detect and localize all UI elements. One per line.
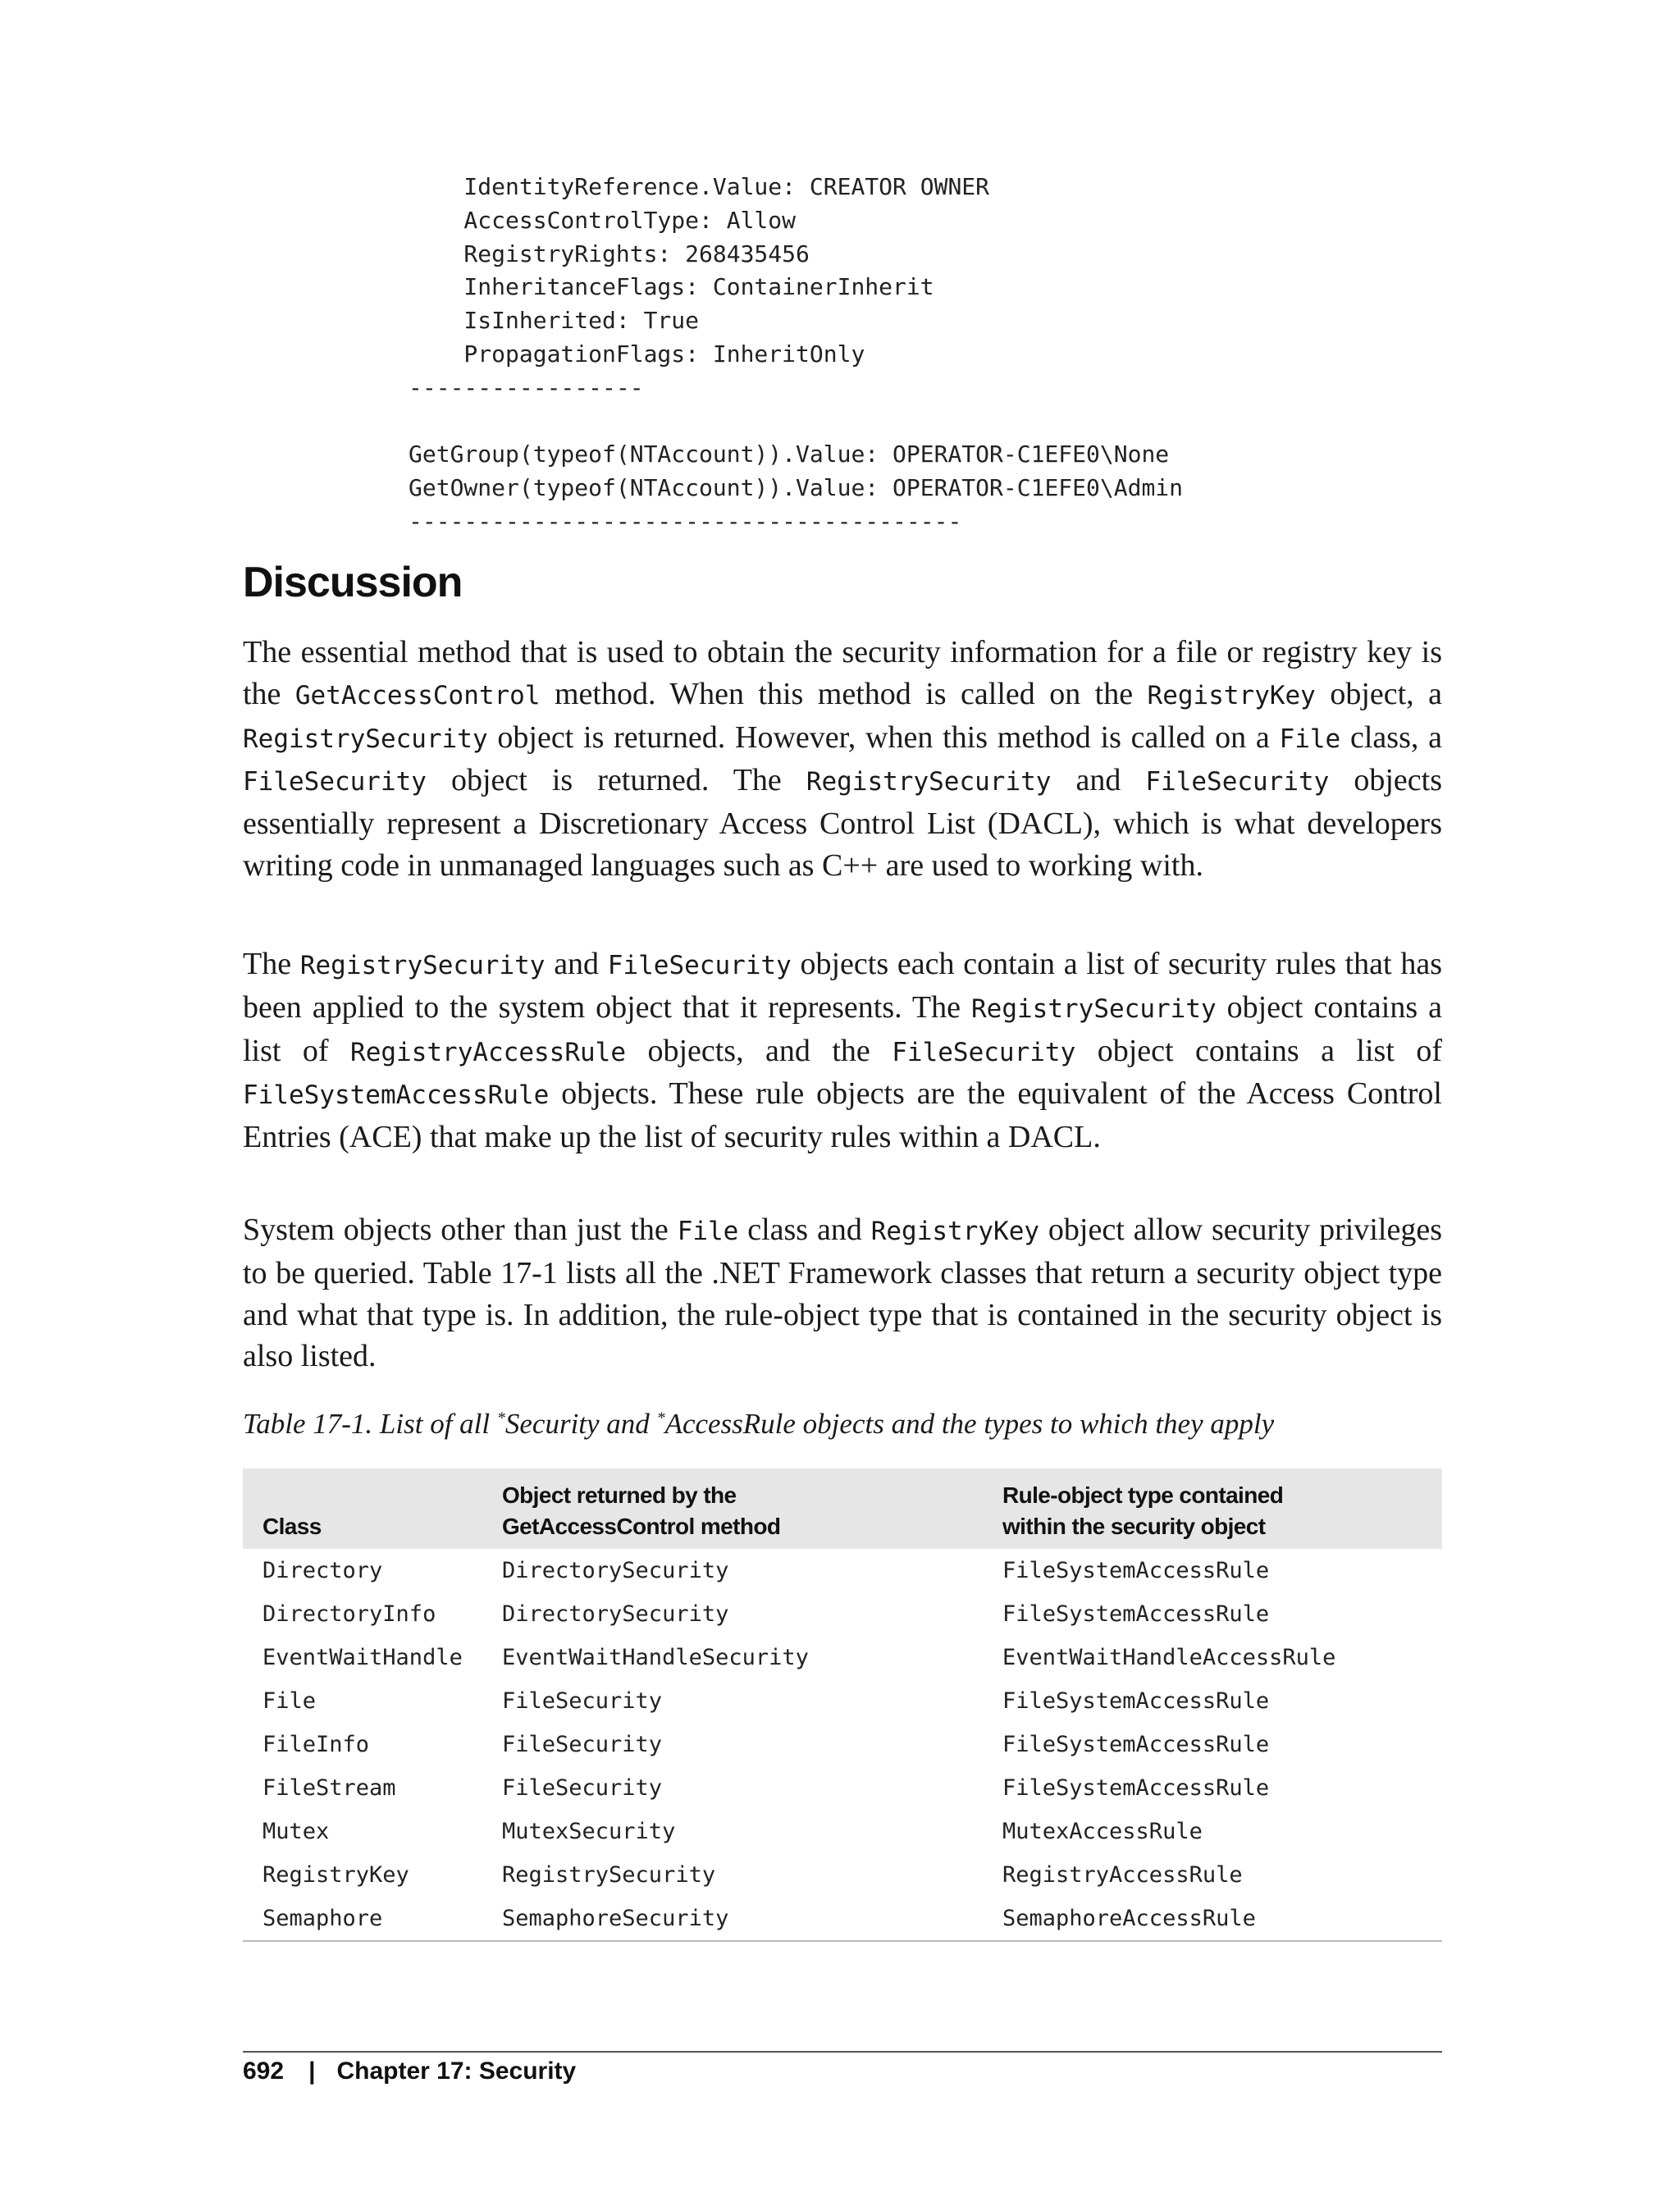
table-row: RegistryKey RegistrySecurity RegistryAccessRule — [262, 1862, 1243, 1888]
code-line: GetOwner(typeof(NTAccount)).Value: OPERATOR-C1EFE0\Admin — [409, 474, 1184, 502]
header-object-returned: Object returned by the GetAccessControl method — [482, 1468, 983, 1549]
table-row: FileStream FileSecurity FileSystemAccessRule — [262, 1775, 1270, 1801]
code-line: GetGroup(typeof(NTAccount)).Value: OPERATOR-C1EFE0\None — [409, 441, 1170, 468]
paragraph-1: The essential method that is used to obtain the security information for a file or registry key is the GetAccessControl method. When this method is called on the RegistryKey object, a RegistrySecurity object is returned. However, when this method is called on a File class, a FileSecurity object is returned. The RegistrySecurity and FileSecurity objects essentially represent a Discretionary Access Control List (DACL), which is what developers writing code in unmanaged languages such as C++ are used to working with. — [243, 635, 1443, 883]
code-line: IdentityReference.Value: CREATOR OWNER — [409, 173, 990, 200]
table-row: Mutex MutexSecurity MutexAccessRule — [262, 1819, 1203, 1844]
code-line: ----------------- — [409, 373, 644, 401]
code-line: IsInherited: True — [409, 307, 700, 335]
header-rule-object-type: Rule-object type contained within the security object — [983, 1468, 1442, 1549]
security-types-table — [243, 1468, 1442, 1942]
code-line: InheritanceFlags: ContainerInherit — [409, 273, 934, 301]
paragraph-2: The RegistrySecurity and FileSecurity objects each contain a list of security rules that has been applied to the system object that it represents. The RegistrySecurity object contains a list of RegistryAccessRule objects, and the FileSecurity object contains a list of FileSystemAccessRule objects. These rule objects are the equivalent of the Access Control Entries (ACE) that make up the list of security rules within a DACL. — [243, 947, 1443, 1155]
table-row: Directory DirectorySecurity FileSystemAccessRule — [262, 1558, 1270, 1583]
header-class: Class — [243, 1468, 482, 1549]
code-line: ---------------------------------------- — [409, 507, 962, 535]
page-number: 692 — [243, 2058, 285, 2085]
table-row: File FileSecurity FileSystemAccessRule — [262, 1688, 1270, 1714]
chapter-title: Chapter 17: Security — [336, 2058, 577, 2085]
table-row: EventWaitHandle EventWaitHandleSecurity EventWaitHandleAccessRule — [262, 1645, 1336, 1670]
table-row: DirectoryInfo DirectorySecurity FileSystemAccessRule — [262, 1601, 1270, 1627]
footer-divider — [243, 2051, 1442, 2053]
code-line — [409, 405, 1183, 439]
code-line: AccessControlType: Allow — [409, 206, 797, 234]
code-line: RegistryRights: 268435456 — [409, 240, 810, 267]
section-heading: Discussion — [243, 559, 463, 606]
page-footer — [243, 2058, 576, 2085]
code-block — [409, 171, 1183, 539]
paragraph-3: System objects other than just the File class and RegistryKey object allow security privileges to be queried. Table 17-1 lists all the .NET Framework classes that return a security object type and what that type is. In addition, the rule-object type that is contained in the security object is also listed. — [243, 1213, 1442, 1374]
table-header-row — [243, 1468, 1442, 1549]
code-line: PropagationFlags: InheritOnly — [409, 340, 865, 368]
footer-separator: | — [308, 2058, 316, 2085]
table-row: Semaphore SemaphoreSecurity SemaphoreAccessRule — [243, 1897, 1442, 1941]
table-caption: Table 17-1. List of all *Security and *AccessRule objects and the types to which they apply — [243, 1408, 1275, 1440]
table-row: FileInfo FileSecurity FileSystemAccessRule — [262, 1732, 1270, 1757]
